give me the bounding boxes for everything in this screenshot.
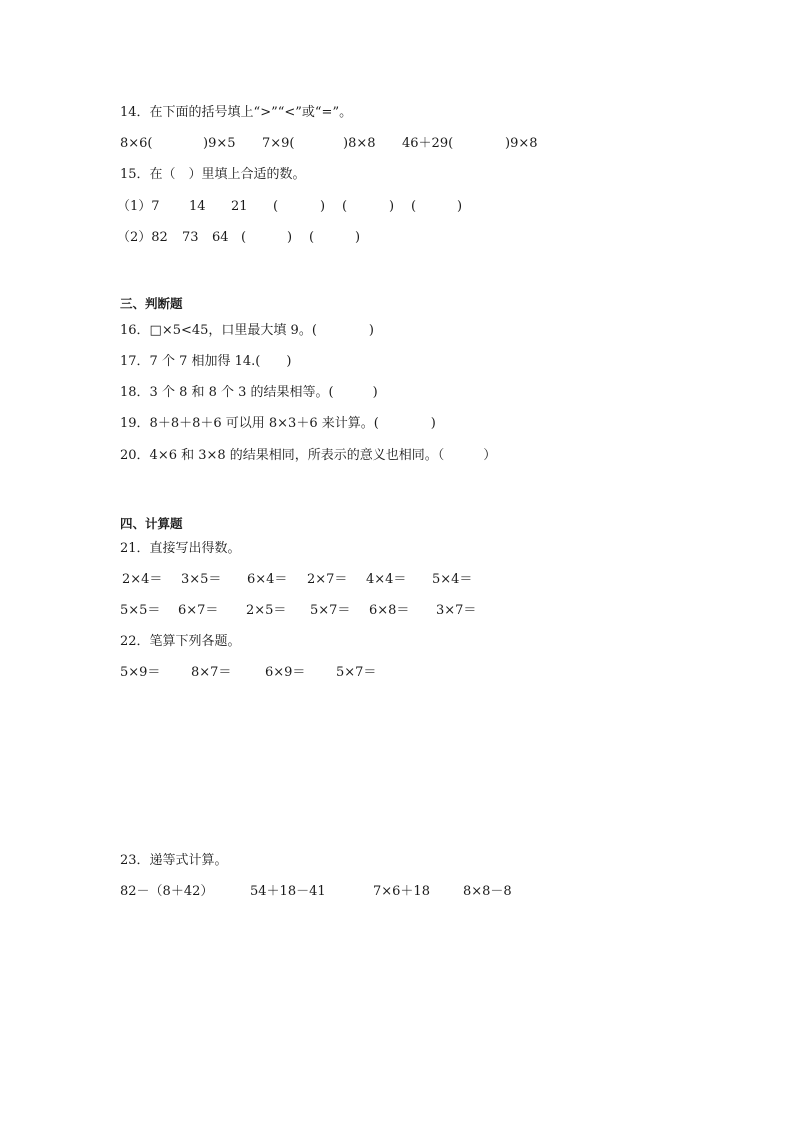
question-23-prompt: 23．递等式计算。 [120,853,228,868]
compare-item: 8×6( [120,136,153,151]
sequence-cell: （1）7 [117,199,160,214]
sequence-cell: （2）82 [117,230,168,245]
calc-item: 5×4＝ [432,572,473,587]
calc-item: 5×7＝ [310,603,351,618]
calc-item: 3×7＝ [436,603,477,618]
compare-item: )9×5 [203,136,236,151]
blank-open: ( [342,199,348,214]
sequence-cell: 21 [231,199,248,214]
blank-open: ( [411,199,417,214]
blank-close: ) [389,199,395,214]
calc-item: 7×6＋18 [373,884,430,899]
judge-item: 16．□×5<45，口里最大填 9。( ) [120,323,374,338]
calc-item: 82－（8＋42） [120,884,214,899]
calc-item: 6×8＝ [369,603,410,618]
calc-item: 3×5＝ [181,572,222,587]
judge-item: 17．7 个 7 相加得 14.( ) [120,354,292,369]
calc-item: 6×4＝ [247,572,288,587]
section-title: 四、计算题 [120,516,183,531]
calc-item: 2×4＝ [122,572,163,587]
question-22-prompt: 22．笔算下列各题。 [120,634,241,649]
blank-close: ) [457,199,463,214]
calc-item: 2×5＝ [246,603,287,618]
judge-item: 20．4×6 和 3×8 的结果相同，所表示的意义也相同。（ ） [120,448,497,463]
question-21-prompt: 21．直接写出得数。 [120,541,241,556]
calc-item: 5×7＝ [336,665,377,680]
compare-item: 7×9( [262,136,295,151]
blank-open: ( [241,230,247,245]
sequence-cell: 64 [212,230,229,245]
blank-open: ( [273,199,279,214]
sequence-cell: 14 [189,199,206,214]
blank-close: ) [287,230,293,245]
section-title: 三、判断题 [120,296,183,311]
calc-item: 5×5＝ [120,603,161,618]
judge-item: 18．3 个 8 和 8 个 3 的结果相等。( ) [120,385,378,400]
calc-item: 8×7＝ [191,665,232,680]
blank-open: ( [309,230,315,245]
compare-item: 46＋29( [402,136,454,151]
blank-close: ) [320,199,326,214]
calc-item: 2×7＝ [307,572,348,587]
calc-item: 6×9＝ [265,665,306,680]
judge-item: 19．8＋8＋8＋6 可以用 8×3＋6 来计算。( ) [120,416,436,431]
blank-close: ) [355,230,361,245]
calc-item: 54＋18－41 [250,884,326,899]
compare-item: )8×8 [343,136,376,151]
calc-item: 4×4＝ [366,572,407,587]
compare-item: )9×8 [505,136,538,151]
sequence-cell: 73 [182,230,199,245]
calc-item: 6×7＝ [178,603,219,618]
question-15-prompt: 15．在（ ）里填上合适的数。 [120,167,306,182]
calc-item: 5×9＝ [120,665,161,680]
question-14-prompt: 14．在下面的括号填上“>”“<”或“=”。 [120,105,353,120]
calc-item: 8×8－8 [463,884,512,899]
